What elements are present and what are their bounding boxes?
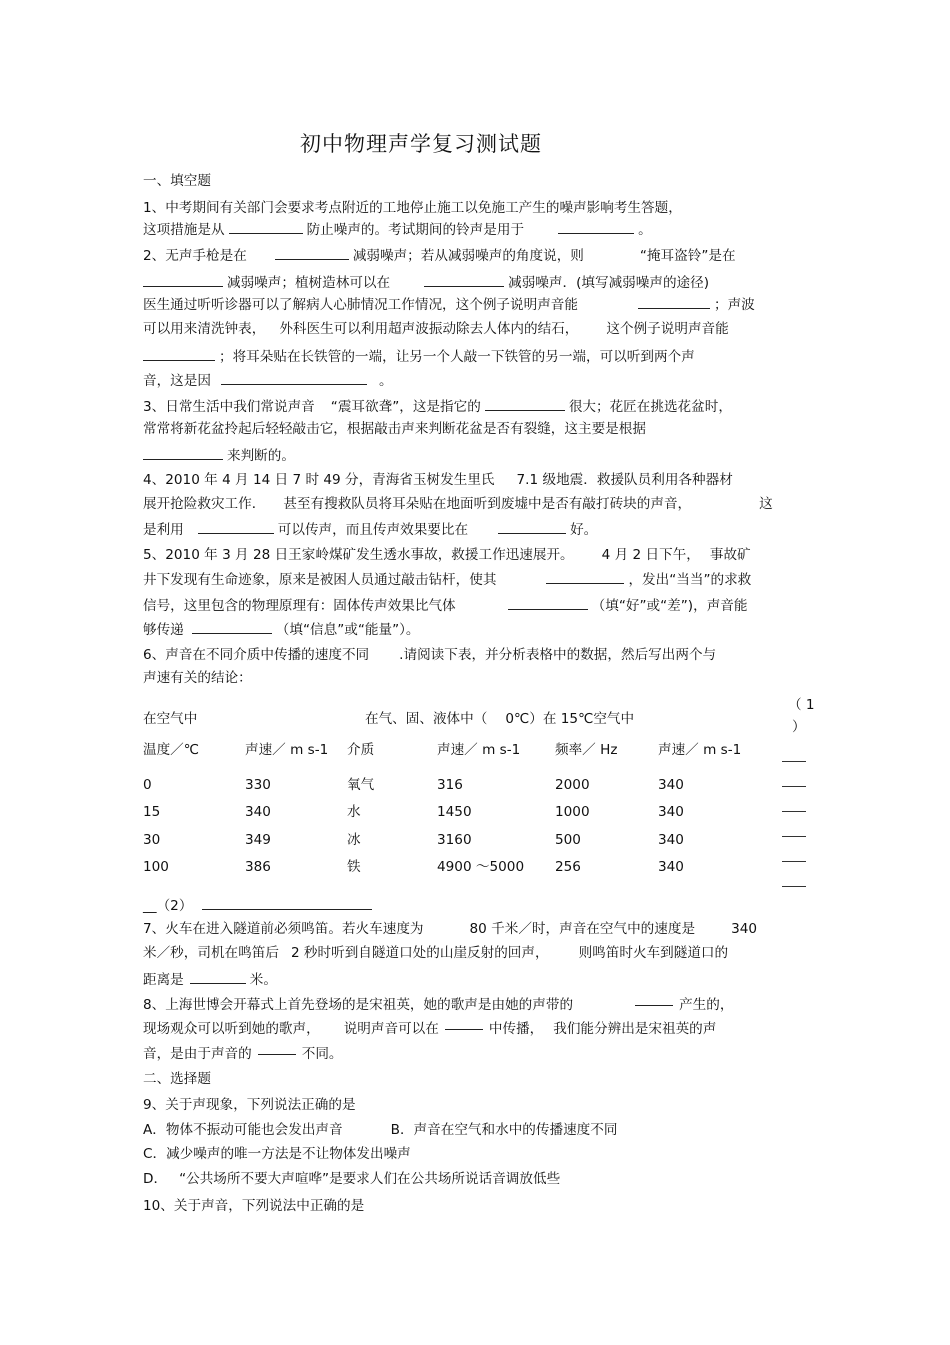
blank[interactable]	[221, 371, 367, 385]
table-heading-media: 在气、固、液体中（ 0℃）在 15℃空气中	[365, 711, 635, 727]
option-b[interactable]: B．声音在空气和水中的传播速度不同	[390, 1122, 618, 1138]
table-cell: 340	[658, 859, 684, 875]
table-cell: 1000	[555, 804, 590, 820]
note-1: （ 1	[788, 697, 815, 713]
table-header-cell: 声速／ m s-1	[245, 742, 329, 758]
option-c[interactable]: C．减少噪声的唯一方法是不让物体发出噪声	[143, 1146, 411, 1162]
page-title: 初中物理声学复习测试题	[300, 132, 542, 156]
table-cell: 349	[245, 832, 271, 848]
q10-stem: 10、关于声音，下列说法中正确的是	[143, 1198, 365, 1214]
table-header-cell: 声速／ m s-1	[658, 742, 742, 758]
blank[interactable]	[508, 596, 588, 610]
answer-line[interactable]	[782, 836, 806, 837]
table-cell: 316	[437, 777, 463, 793]
q3-line1: 3、日常生活中我们常说声音 “震耳欲聋”，这是指它的 很大；花匠在挑选花盆时，	[143, 399, 732, 415]
table-cell: 1450	[437, 804, 472, 820]
table-cell: 500	[555, 832, 581, 848]
note-1-close: ）	[792, 719, 806, 735]
option-a[interactable]: A．物体不振动可能也会发出声音	[143, 1122, 343, 1138]
table-cell: 340	[658, 832, 684, 848]
q2-line6: 音，这是因 。	[143, 373, 393, 389]
table-cell: 冰	[347, 832, 361, 848]
table-header-cell: 温度／℃	[143, 742, 200, 758]
q3-line2: 常常将新花盆拎起后轻轻敲击它，根据敲击声来判断花盆是否有裂缝，这主要是根据	[143, 421, 646, 437]
blank[interactable]	[192, 620, 272, 634]
q4-line3: 是利用 可以传声，而且传声效果要比在 好。	[143, 522, 598, 538]
table-cell: 3160	[437, 832, 472, 848]
blank[interactable]	[546, 570, 624, 584]
q9-options-ab	[143, 1121, 617, 1139]
table-cell: 340	[658, 804, 684, 820]
blank[interactable]	[202, 896, 372, 910]
blank[interactable]	[143, 273, 223, 287]
blank[interactable]	[638, 295, 710, 309]
answer-line[interactable]	[782, 761, 806, 762]
q9-stem: 9、关于声现象，下列说法正确的是	[143, 1097, 356, 1113]
q7-line1: 7、火车在进入隧道前必须鸣笛。若火车速度为 80 千米／时，声音在空气中的速度是 340	[143, 921, 758, 937]
table-cell: 256	[555, 859, 581, 875]
table-cell: 340	[245, 804, 271, 820]
table-heading-air: 在空气中	[143, 711, 198, 727]
q2-line2: 减弱噪声；植树造林可以在 减弱噪声．(填写减弱噪声的途径)	[143, 273, 709, 292]
blank[interactable]	[143, 347, 215, 361]
table-header-cell: 介质	[347, 742, 375, 758]
table-cell: 氧气	[347, 777, 375, 793]
answer-line[interactable]	[782, 811, 806, 812]
section-multiple-choice: 二、选择题	[143, 1071, 211, 1087]
q2-line5: ；将耳朵贴在长铁管的一端，让另一个人敲一下铁管的另一端，可以听到两个声	[143, 347, 695, 366]
q5-line1: 5、2010 年 3 月 28 日王家岭煤矿发生透水事故，救援工作迅速展开。 4 月 2 日下午， 事故矿	[143, 547, 751, 563]
blank[interactable]	[198, 520, 274, 534]
blank[interactable]	[190, 970, 246, 984]
blank[interactable]	[275, 246, 349, 260]
blank[interactable]	[445, 1029, 483, 1030]
table-cell: 330	[245, 777, 271, 793]
q7-line3: 距离是 米。	[143, 972, 277, 988]
note-2-line: __（2）	[143, 896, 376, 915]
q4-line2: 展开抢险救灾工作． 甚至有搜救队员将耳朵贴在地面听到废墟中是否有敲打砖块的声音， 这	[143, 496, 773, 512]
table-cell: 4900 ～5000	[437, 859, 525, 875]
table-cell: 0	[143, 777, 152, 793]
q8-line2: 现场观众可以听到她的歌声， 说明声音可以在 中传播， 我们能分辨出是宋祖英的声	[143, 1021, 717, 1037]
option-d[interactable]: D． “公共场所不要大声喧哗”是要求人们在公共场所说话音调放低些	[143, 1171, 561, 1187]
q1-line2: 这项措施是从 防止噪声的。考试期间的铃声是用于 。	[143, 222, 652, 238]
table-header-cell: 声速／ m s-1	[437, 742, 521, 758]
q3-line3: 来判断的。	[143, 446, 295, 465]
section-fill-blank: 一、填空题	[143, 173, 211, 189]
table-cell: 386	[245, 859, 271, 875]
blank[interactable]	[258, 1054, 296, 1055]
q8-line1: 8、上海世博会开幕式上首先登场的是宋祖英，她的歌声是由她的声带的 产生的，	[143, 997, 734, 1013]
blank[interactable]	[424, 273, 504, 287]
q6-line1: 6、声音在不同介质中传播的速度不同 .请阅读下表，并分析表格中的数据，然后写出两个与	[143, 647, 717, 663]
q2-line4: 可以用来清洗钟表， 外科医生可以利用超声波振动除去人体内的结石， 这个例子说明声音能	[143, 321, 729, 337]
table-cell: 100	[143, 859, 169, 875]
table-cell: 340	[658, 777, 684, 793]
table-cell: 30	[143, 832, 161, 848]
q1-line1: 1、中考期间有关部门会要求考点附近的工地停止施工以免施工产生的噪声影响考生答题，	[143, 200, 682, 216]
answer-line[interactable]	[782, 861, 806, 862]
q7-line2: 米／秒，司机在鸣笛后 2 秒时听到自隧道口处的山崖反射的回声， 则鸣笛时火车到隧道口的	[143, 945, 729, 961]
blank[interactable]	[143, 446, 223, 460]
blank[interactable]	[498, 520, 566, 534]
blank[interactable]	[635, 1005, 673, 1006]
q2-line3: 医生通过听听诊器可以了解病人心肺情况工作情况，这个例子说明声音能 ；声波	[143, 297, 755, 313]
q5-line4: 够传递 （填“信息”或“能量”）。	[143, 622, 420, 638]
table-cell: 水	[347, 804, 361, 820]
q5-line2: 井下发现有生命迹象，原来是被困人员通过敲击钻杆，使其 ，发出“当当”的求救	[143, 572, 752, 588]
q6-line2: 声速有关的结论：	[143, 670, 252, 686]
blank[interactable]	[485, 397, 565, 411]
answer-line[interactable]	[782, 786, 806, 787]
blank[interactable]	[558, 220, 634, 234]
table-cell: 15	[143, 804, 161, 820]
answer-line[interactable]	[782, 886, 806, 887]
table-cell: 铁	[347, 859, 361, 875]
q4-line1: 4、2010 年 4 月 14 日 7 时 49 分，青海省玉树发生里氏 7.1 级地震．救援队员利用各种器材	[143, 472, 733, 488]
q8-line3: 音，是由于声音的 不同。	[143, 1046, 343, 1062]
blank[interactable]	[229, 220, 303, 234]
table-header-cell: 频率／ Hz	[555, 742, 618, 758]
table-cell: 2000	[555, 777, 590, 793]
q2-line1: 2、无声手枪是在 减弱噪声；若从减弱噪声的角度说，则 “掩耳盗铃”是在	[143, 248, 736, 264]
q5-line3: 信号，这里包含的物理原理有：固体传声效果比气体 （填“好”或“差”)，声音能	[143, 598, 748, 614]
